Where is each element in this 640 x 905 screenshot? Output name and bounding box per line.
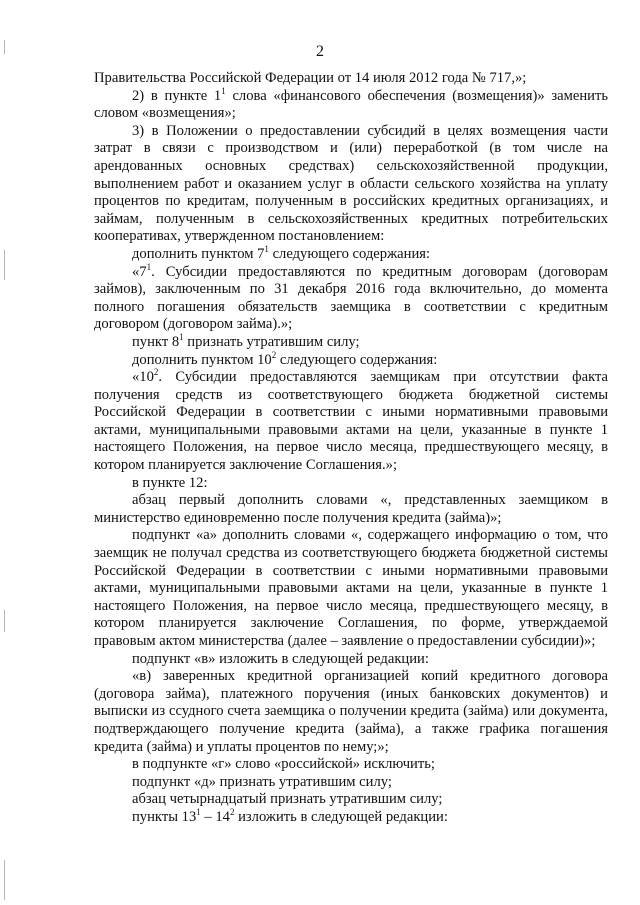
text-run: «10 xyxy=(132,369,154,386)
paragraph-p01 xyxy=(94,70,608,88)
page-number: 2 xyxy=(316,43,324,60)
paragraph-p15 xyxy=(94,774,608,792)
text-run: дополнить пунктом 10 xyxy=(132,351,272,368)
text-run: «7 xyxy=(132,263,147,280)
text-run: в пункте 12: xyxy=(132,474,208,491)
paragraph-p12 xyxy=(94,651,608,669)
paragraph-p16 xyxy=(94,791,608,809)
superscript: 1 xyxy=(179,331,184,342)
paragraph-p07 xyxy=(94,349,608,370)
text-run: – 14 xyxy=(200,808,230,825)
text-run: Правительства Российской Федерации от 14 июля 2012 года № 717,»; xyxy=(94,70,527,86)
text-run: . Субсидии предоставляются заемщикам при отсутствии факта получения средств из соответствующего бюджета бюджетной системы Российской Федерации в соответствии с иными нормативными правовыми актами, муниципальными правовыми актами на цели, указанные в пункте 1 настоящего Положения, на первое число месяца, предшествующего месяцу, в котором планируется заключение Соглашения.»; xyxy=(94,369,608,474)
paragraph-p08 xyxy=(94,369,608,475)
paragraph-p04 xyxy=(94,243,608,264)
paragraph-p03 xyxy=(94,123,608,246)
superscript: 2 xyxy=(271,349,277,360)
superscript: 1 xyxy=(221,85,226,96)
superscript: 1 xyxy=(196,806,201,817)
text-run: пункт 8 xyxy=(132,333,180,350)
paragraph-p06 xyxy=(94,331,608,352)
paragraph-p17 xyxy=(94,806,608,827)
paragraph-p02 xyxy=(94,85,608,123)
text-run: абзац первый дополнить словами «, представленных заемщиком в министерство единовременно после получения кредита (займа)»; xyxy=(94,492,608,526)
superscript: 1 xyxy=(264,243,269,254)
text-run: 2) в пункте 1 xyxy=(132,87,222,104)
paragraph-p09 xyxy=(94,475,608,493)
superscript: 2 xyxy=(153,367,159,378)
paragraph-p14 xyxy=(94,756,608,774)
text-run: . Субсидии предоставляются по кредитным договорам (договорам займов), заключенным по 31 декабря 2016 года включительно, до момента полного погашения обязательств заемщика в соответствии с кредитным договором (договором займа).»; xyxy=(94,263,608,333)
text-run: следующего содержания: xyxy=(276,351,438,368)
text-run: признать утратившим силу; xyxy=(183,333,360,350)
text-run: слова «финансового обеспечения (возмещения)» заменить словом «возмещения»; xyxy=(94,87,608,122)
text-run: абзац четырнадцатый признать утратившим силу; xyxy=(132,791,443,808)
text-run: дополнить пунктом 7 xyxy=(132,245,265,262)
document-body xyxy=(94,70,608,827)
text-run: изложить в следующей редакции: xyxy=(234,808,448,825)
paragraph-p13 xyxy=(94,668,608,756)
text-run: пункты 13 xyxy=(132,808,197,825)
paragraph-p05 xyxy=(94,261,608,334)
paragraph-p11 xyxy=(94,527,608,650)
superscript: 1 xyxy=(146,261,152,272)
text-run: в подпункте «г» слово «российской» исключить; xyxy=(132,756,435,773)
text-run: следующего содержания: xyxy=(268,245,431,262)
text-run: подпункт «а» дополнить словами «, содержащего информацию о том, что заемщик не получал средства из соответствующего бюджета бюджетной системы Российской Федерации в соответствии с иными нормативными правовыми актами, муниципальными правовыми актами на цели, указанные в пункте 1 настоящего Положения, на первое число месяца, предшествующего месяцу, в котором планируется заключение Соглашения, по форме, утверждаемой правовым актом министерства (далее – заявление о предоставлении субсидии)»; xyxy=(94,527,608,649)
text-run: «в) заверенных кредитной организацией копий кредитного договора (договора займа), платежного поручения (иных банковских документов) и выписки из ссудного счета заемщика о получении кредита (займа) или документа, подтверждающего получение кредита (займа), а также графика погашения кредита (займа) и уплаты процентов по нему;»; xyxy=(94,668,608,755)
text-run: подпункт «д» признать утратившим силу; xyxy=(132,773,392,790)
text-run: подпункт «в» изложить в следующей редакции: xyxy=(132,650,429,667)
scan-margin-marks xyxy=(0,0,10,905)
paragraph-p10 xyxy=(94,492,608,527)
superscript: 2 xyxy=(229,806,235,817)
text-run: 3) в Положении о предоставлении субсидий в целях возмещения части затрат в связи с производством и (или) переработкой (в том числе на арендованных основных средствах) сельскохозяйственной продукции, выполнением работ и оказанием услуг в области сельского хозяйства на уплату процентов по кредитам, полученным в российских кредитных организациях, и займам, полученным в сельскохозяйственных кредитных потребительских кооперативах, утвержденном постановлением: xyxy=(94,122,608,245)
